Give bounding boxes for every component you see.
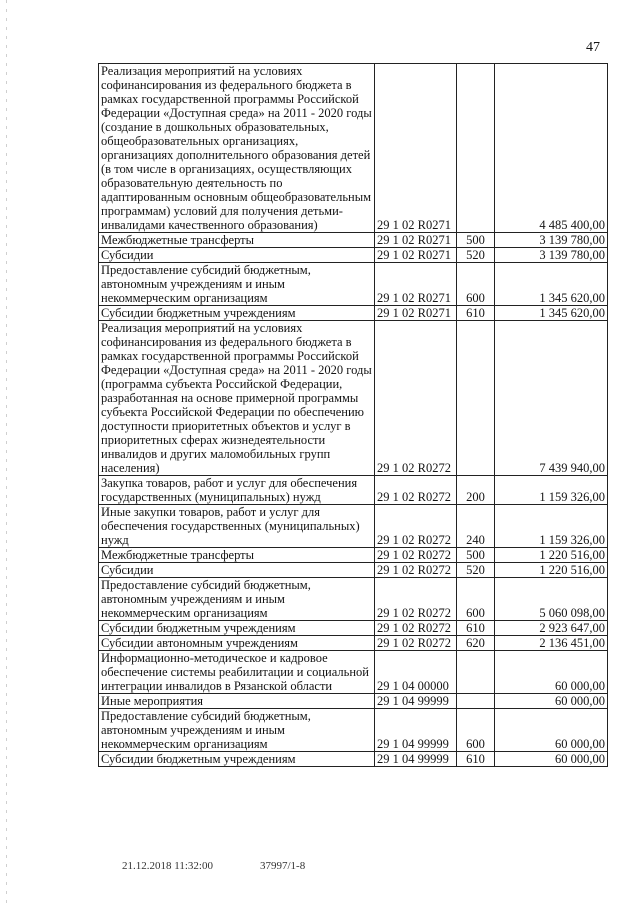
footer-date: 21.12.2018 11:32:00	[122, 860, 213, 872]
row-code: 29 1 02 R0272	[375, 476, 457, 505]
row-code: 29 1 02 R0271	[375, 233, 457, 248]
row-name: Субсидии автономным учреждениям	[99, 636, 375, 651]
row-sum: 60 000,00	[495, 694, 608, 709]
row-expense-type: 600	[457, 709, 495, 752]
row-sum: 5 060 098,00	[495, 578, 608, 621]
table-row	[99, 651, 608, 694]
row-name: Реализация мероприятий на условиях софинансирования из федерального бюджета в рамках государственной программы Российской Федерации «Доступная среда» на 2011 - 2020 годы (программа субъекта Российской Федерации, разработанная на основе примерной программы субъекта Российской Федерации по обеспечению доступности приоритетных объектов и услуг в приоритетных сферах жизнедеятельности инвалидов и других маломобильных групп населения)	[99, 321, 375, 476]
table-row	[99, 505, 608, 548]
budget-table	[98, 63, 608, 767]
row-name: Субсидии	[99, 248, 375, 263]
row-code: 29 1 02 R0272	[375, 548, 457, 563]
row-sum: 1 345 620,00	[495, 306, 608, 321]
row-name: Субсидии бюджетным учреждениям	[99, 306, 375, 321]
row-name: Иные мероприятия	[99, 694, 375, 709]
row-sum: 60 000,00	[495, 752, 608, 767]
table-row	[99, 752, 608, 767]
row-code: 29 1 04 99999	[375, 752, 457, 767]
row-name: Субсидии бюджетным учреждениям	[99, 752, 375, 767]
row-name: Субсидии бюджетным учреждениям	[99, 621, 375, 636]
row-sum: 1 159 326,00	[495, 476, 608, 505]
row-sum: 3 139 780,00	[495, 233, 608, 248]
row-expense-type: 500	[457, 548, 495, 563]
row-expense-type: 620	[457, 636, 495, 651]
row-expense-type: 600	[457, 578, 495, 621]
table-row	[99, 621, 608, 636]
row-expense-type: 240	[457, 505, 495, 548]
table-row	[99, 694, 608, 709]
row-code: 29 1 04 99999	[375, 694, 457, 709]
row-code: 29 1 02 R0271	[375, 64, 457, 233]
row-code: 29 1 04 00000	[375, 651, 457, 694]
row-name: Закупка товаров, работ и услуг для обеспечения государственных (муниципальных) нужд	[99, 476, 375, 505]
row-code: 29 1 02 R0271	[375, 248, 457, 263]
page-number: 47	[586, 40, 600, 55]
table-row	[99, 263, 608, 306]
row-code: 29 1 02 R0272	[375, 321, 457, 476]
row-code: 29 1 02 R0272	[375, 563, 457, 578]
row-sum: 7 439 940,00	[495, 321, 608, 476]
row-expense-type: 610	[457, 621, 495, 636]
row-sum: 2 136 451,00	[495, 636, 608, 651]
table-row	[99, 248, 608, 263]
row-name: Реализация мероприятий на условиях софинансирования из федерального бюджета в рамках государственной программы Российской Федерации «Доступная среда» на 2011 - 2020 годы (создание в дошкольных образовательных, общеобразовательных организациях, организациях дополнительного образования детей (в том числе в организациях, осуществляющих образовательную деятельность по адаптированным основным общеобразовательным программам) условий для получения детьми-инвалидами качественного образования)	[99, 64, 375, 233]
row-sum: 1 220 516,00	[495, 563, 608, 578]
row-sum: 60 000,00	[495, 651, 608, 694]
table-row	[99, 709, 608, 752]
row-name: Предоставление субсидий бюджетным, автономным учреждениям и иным некоммерческим организациям	[99, 709, 375, 752]
row-sum: 3 139 780,00	[495, 248, 608, 263]
row-name: Межбюджетные трансферты	[99, 548, 375, 563]
row-sum: 60 000,00	[495, 709, 608, 752]
table-row	[99, 563, 608, 578]
row-expense-type: 520	[457, 563, 495, 578]
row-expense-type	[457, 694, 495, 709]
row-expense-type	[457, 651, 495, 694]
row-code: 29 1 02 R0271	[375, 263, 457, 306]
row-code: 29 1 02 R0272	[375, 636, 457, 651]
table-row	[99, 636, 608, 651]
row-sum: 4 485 400,00	[495, 64, 608, 233]
row-code: 29 1 02 R0272	[375, 505, 457, 548]
row-expense-type	[457, 64, 495, 233]
budget-table-body	[99, 64, 608, 767]
row-expense-type: 610	[457, 306, 495, 321]
row-code: 29 1 04 99999	[375, 709, 457, 752]
row-expense-type: 200	[457, 476, 495, 505]
row-code: 29 1 02 R0271	[375, 306, 457, 321]
row-name: Предоставление субсидий бюджетным, автономным учреждениям и иным некоммерческим организациям	[99, 263, 375, 306]
row-expense-type: 600	[457, 263, 495, 306]
row-name: Предоставление субсидий бюджетным, автономным учреждениям и иным некоммерческим организациям	[99, 578, 375, 621]
row-name: Информационно-методическое и кадровое обеспечение системы реабилитации и социальной интеграции инвалидов в Рязанской области	[99, 651, 375, 694]
footer-doc-number: 37997/1-8	[260, 860, 306, 872]
table-row	[99, 578, 608, 621]
table-row	[99, 64, 608, 233]
row-expense-type	[457, 321, 495, 476]
row-sum: 1 220 516,00	[495, 548, 608, 563]
table-row	[99, 476, 608, 505]
row-sum: 1 159 326,00	[495, 505, 608, 548]
row-sum: 1 345 620,00	[495, 263, 608, 306]
row-code: 29 1 02 R0272	[375, 621, 457, 636]
row-code: 29 1 02 R0272	[375, 578, 457, 621]
row-expense-type: 520	[457, 248, 495, 263]
table-row	[99, 233, 608, 248]
row-name: Межбюджетные трансферты	[99, 233, 375, 248]
row-sum: 2 923 647,00	[495, 621, 608, 636]
row-expense-type: 500	[457, 233, 495, 248]
row-expense-type: 610	[457, 752, 495, 767]
row-name: Субсидии	[99, 563, 375, 578]
row-name: Иные закупки товаров, работ и услуг для обеспечения государственных (муниципальных) нужд	[99, 505, 375, 548]
table-row	[99, 548, 608, 563]
table-row	[99, 306, 608, 321]
table-row	[99, 321, 608, 476]
scan-margin-marks	[6, 0, 7, 905]
